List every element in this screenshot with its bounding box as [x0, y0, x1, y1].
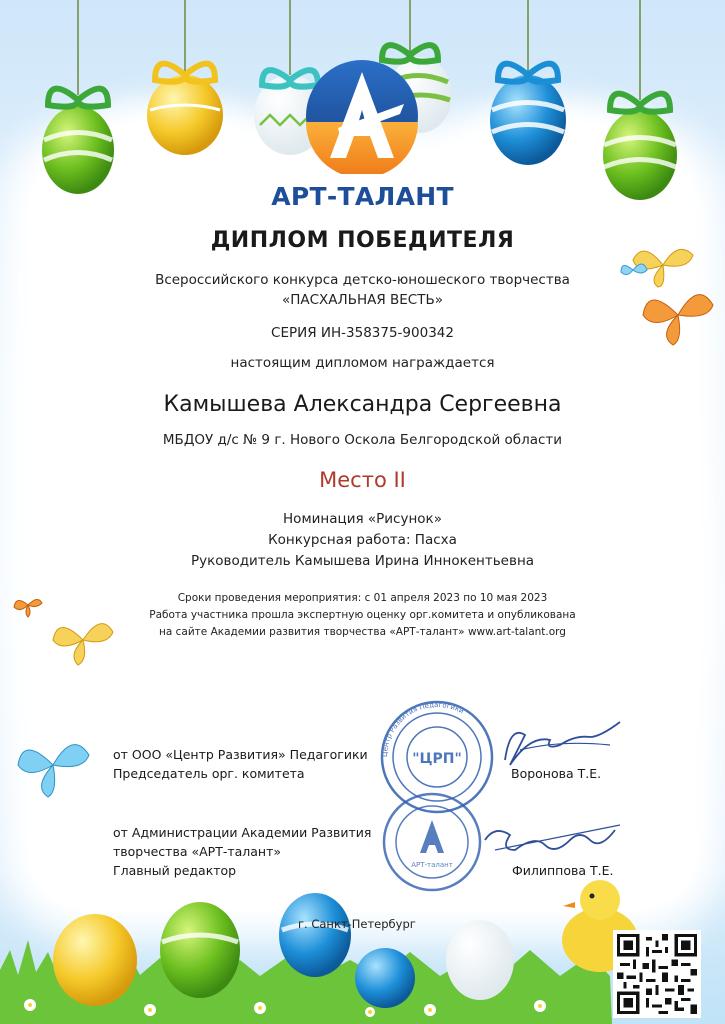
brand-name: АРТ-ТАЛАНТ: [271, 182, 454, 211]
organization: МБДОУ д/с № 9 г. Нового Оскола Белгородской области: [162, 432, 563, 448]
signature-block2-name: Филиппова Т.Е.: [512, 863, 614, 878]
svg-text:"ЦРП": "ЦРП": [412, 751, 462, 767]
art-talant-logo-icon: [304, 58, 420, 174]
contest-work: Конкурсная работа: Пасха: [268, 532, 457, 548]
awarded-text: настоящим дипломом награждается: [230, 355, 495, 371]
recipient-name: Камышева Александра Сергеевна: [163, 392, 562, 417]
city: г. Санкт-Петербург: [298, 917, 416, 931]
expert-note-line2: на сайте Академии развития творчества «АРТ-талант» www.art-talant.org: [159, 626, 566, 638]
expert-note-line1: Работа участника прошла экспертную оценку орг.комитета и опубликована: [149, 609, 576, 621]
contest-name-line2: «ПАСХАЛЬНАЯ ВЕСТЬ»: [281, 292, 443, 308]
art-talant-stamp-icon: [384, 794, 480, 890]
svg-text:АРТ-талант: АРТ-талант: [411, 861, 453, 869]
leader: Руководитель Камышева Ирина Иннокентьевна: [190, 553, 535, 569]
contest-name-line1: Всероссийского конкурса детско-юношеского творчества: [155, 272, 570, 288]
event-dates: Сроки проведения мероприятия: с 01 апреля 2023 по 10 мая 2023: [177, 592, 548, 604]
signature-block1-name: Воронова Т.Е.: [511, 766, 602, 781]
signature-block2-line2: творчества «АРТ-талант»: [113, 844, 282, 859]
series-number: СЕРИЯ ИН-358375-900342: [271, 325, 454, 341]
signature-block2-line1: от Администрации Академии Развития: [113, 825, 372, 840]
diploma-title: ДИПЛОМ ПОБЕДИТЕЛЯ: [210, 228, 515, 253]
qr-code-icon[interactable]: [613, 930, 701, 1018]
signature-block2-line3: Главный редактор: [113, 863, 237, 878]
signature-block1-line1: от ООО «Центр Развития» Педагогики: [113, 747, 368, 762]
signature-block1-line2: Председатель орг. комитета: [113, 766, 305, 781]
place: Место II: [319, 468, 406, 492]
svg-text:Центр Развития Педагогики: Центр Развития Педагогики: [380, 700, 466, 758]
nomination: Номинация «Рисунок»: [283, 511, 442, 527]
